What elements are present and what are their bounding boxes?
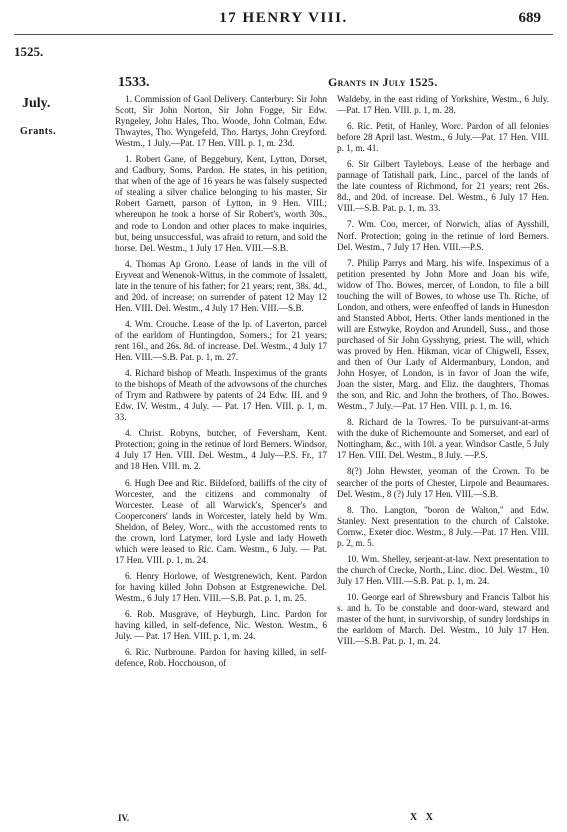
entry: 4. Wm. Crouche. Lease of the lp. of Laverton, parcel of the earldom of Huntingdon, Somers.; for 21 years; rent 16l., and 26s. 8d. of increase. Del. Westm., 4 July 17 Hen. VIII.—S.B. Pat. p. 1, m. 27.: [115, 318, 327, 363]
entry: 7. Wm. Coo, mercer, of Norwich, alias of Aysshill, Norf. Protection; going in the retinue of lord Berners. Del. Westm., 7 July 17 Hen. VIII.—P.S.: [337, 219, 549, 252]
entry: 8. Richard de la Towres. To be pursuivant-at-arms with the duke of Richemounte and Somerset, and earl of Nottingham, &c., with 10l. a year. Windsor Castle, 5 July 17 Hen. VIII. Del. Westm., 8 July. —P.S.: [337, 417, 549, 461]
entry: 4. Thomas Ap Grono. Lease of lands in the vill of Eryveat and Wenenok-Wittus, in the commote of Issalett, late in the tenure of his father; for 21 years; rent, 38s. 4d., and 20d. of increase; on surrender of patent 12 May 12 Hen. VIII. Del. Westm., 4 July 17 Hen. VIII.—S.B.: [115, 258, 327, 313]
entry: 6. Hugh Dee and Ric. Bildeford, bailiffs of the city of Worcester, and the citizens and commonalty of Worcester. Lease of all Warwick's, Spencer's and Cooperconers' lands in Worcester, lately held by Wm. Sheldon, of Beley, Worc., with the accustomed rents to the crown, lord Latymer, lord Lysle and lady Howeth which were leased to Ric. Cam. Westm., 6 July. — Pat. 17 Hen. VIII. p. 1, m. 24.: [115, 477, 327, 565]
entry: 4. Richard bishop of Meath. Inspeximus of the grants to the bishops of Meath of the advowsons of the churches of Trym and Rathwere by patents of 24 Edw. III. and 9 Edw. IV. Westm., 4 July. — Pat. 17 Hen. VIII. p. 1, m. 33.: [115, 368, 327, 423]
right-column: [337, 94, 549, 652]
entry: 1. Robert Gane, of Beggebury, Kent, Lytton, Dorset, and Cadbury, Soms. Pardon. He states, in his petition, that when of the age of 16 years he was falsely suspected of stealing a silver chalice belonging to his master, Sir Robert Garnett, parson of Lytton, in 9 Hen. VIII.; whereupon he took a horse of Sir Robert's, worth 30s., and rode to London and other places to make inquiries, but, being unsuccessful, was afraid to return, and sold the horse. Del. Westm., 1 July 17 Hen. VIII.—S.B.: [115, 154, 327, 253]
entry: 1. Commission of Gaol Delivery. Canterbury: Sir John Scott, Sir John Norton, Sir John Fogge, Sir Edw. Ryngeley, John Hales, Tho. Woode, John Colman, Edw. Thwaytes, Tho. Wyngefeld, Tho. Hartys, John Creyford. Westm., 1 July.—Pat. 17 Hen. VIII. p. 1, m. 23d.: [115, 94, 327, 149]
signature-mark-right: X X: [410, 812, 436, 823]
entry: 6. Ric. Petit, of Hanley, Worc. Pardon of all felonies before 28 April last. Westm., 6 July.—Pat. 17 Hen. VIII. p. 1, m. 41.: [337, 121, 549, 154]
entry: 8(?) John Hewster, yeoman of the Crown. To be searcher of the ports of Chester, Lirpole and Beaumares. Del. Westm., 8 (?) July 17 Hen. VIII.—S.B.: [337, 466, 549, 499]
margin-section: Grants.: [20, 126, 56, 137]
page-number: 689: [518, 10, 541, 26]
header-year: 1525.: [14, 44, 44, 59]
entry: 4. Christ. Robyns, butcher, of Feversham, Kent. Protection; going in the retinue of lord Berners. Windsor, 4 July 17 Hen. VIII. Del. Westm., 4 July—P.S. Fr., 17 and 18 Hen. VIII. m. 2.: [115, 428, 327, 472]
entry: 8. Tho. Langton, "boron de Walton," and Edw. Stanley. Next presentation to the church of Calstoke. Cornw., Exeter dioc. Westm., 8 July.—Pat. 17 Hen. VIII. p. 2, m. 5.: [337, 504, 549, 548]
signature-mark: IV.: [118, 813, 130, 823]
margin-month: July.: [22, 96, 51, 111]
entry: 10. George earl of Shrewsbury and Francis Talbot his s. and h. To be constable and door-ward, steward and master of the hunt, in survivorship, of sundry lordships in the earldom of March. Del. Westm., 10 July 17 Hen. VIII.—S.B. Pat. p. 1, m. 24.: [337, 591, 549, 647]
entry: 10. Wm. Shelley, serjeant-at-law. Next presentation to the church of Crecke, North., Linc. dioc. Del. Westm., 10 July 17 Hen. VIII.—S.B. Pat. p. 1, m. 24.: [337, 553, 549, 586]
entry: Waldeby, in the east riding of Yorkshire, Westm., 6 July.—Pat. 17 Hen. VIII. p. 1, m. 28.: [337, 94, 549, 116]
entry: 6. Rob. Musgrave, of Heyburgh, Linc. Pardon for having killed, in self-defence, Nic. Weston. Westm., 6 July. — Pat. 17 Hen. VIII. p. 1, m. 24.: [115, 609, 327, 642]
entry: 6. Sir Gilbert Tayleboys. Lease of the herbage and pannage of Tatishall park, Linc., parcel of the lands of the late countess of Richmond, for 21 years; rent 26s. 8d., and 20d. of increase. Del. Westm., 6 July 17 Hen. VIII.—S.B. Pat. p. 1, m. 33.: [337, 159, 549, 214]
left-column: [115, 94, 327, 674]
header-rule: [14, 34, 553, 35]
section-header: [118, 75, 548, 91]
section-title: Grants in July 1525.: [328, 75, 438, 89]
page-title: 17 HENRY VIII.: [219, 10, 348, 26]
entry: 6. Ric. Nutbroune. Pardon for having killed, in self-defence, Rob. Hocchouson, of: [115, 647, 327, 669]
section-number: 1533.: [118, 75, 150, 90]
running-head: [0, 10, 567, 32]
entry: 7. Philip Parrys and Marg. his wife. Inspeximus of a petition presented by John More and Joan his wife, widow of Tho. Bowes, mercer, of London, to file a bill touching the will of Bowes, to whose use Th. Riche, of London, and others, were enfeoffed of lands in Hunesdon and Stansted Abbot, Herts. Other lands mentioned in the will are Estwyke, Roydon and Arundell, Suss., and those purchased of Sir John Gysshyng, priest. The will, which was proved by Hen. Hikman, vicar of Chigwell, Essex, and then of Our Lady of Aldermanbury, London, and John Hosyer, of London, is in favor of Joan the wife, Joan the sister, Marg. and Eliz. the daughters, Thomas the son, and Ric. and John the brothers, of Tho. Bowes. Westm., 7 July.—Pat. 17 Hen. VIII. p. 1, m. 16.: [337, 257, 549, 412]
entry: 6. Henry Horlowe, of Westgrenewich, Kent. Pardon for having killed John Dobson at Estgrenewiche. Del. Westm., 6 July 17 Hen. VIII.—S.B. Pat. p. 1, m. 25.: [115, 570, 327, 603]
